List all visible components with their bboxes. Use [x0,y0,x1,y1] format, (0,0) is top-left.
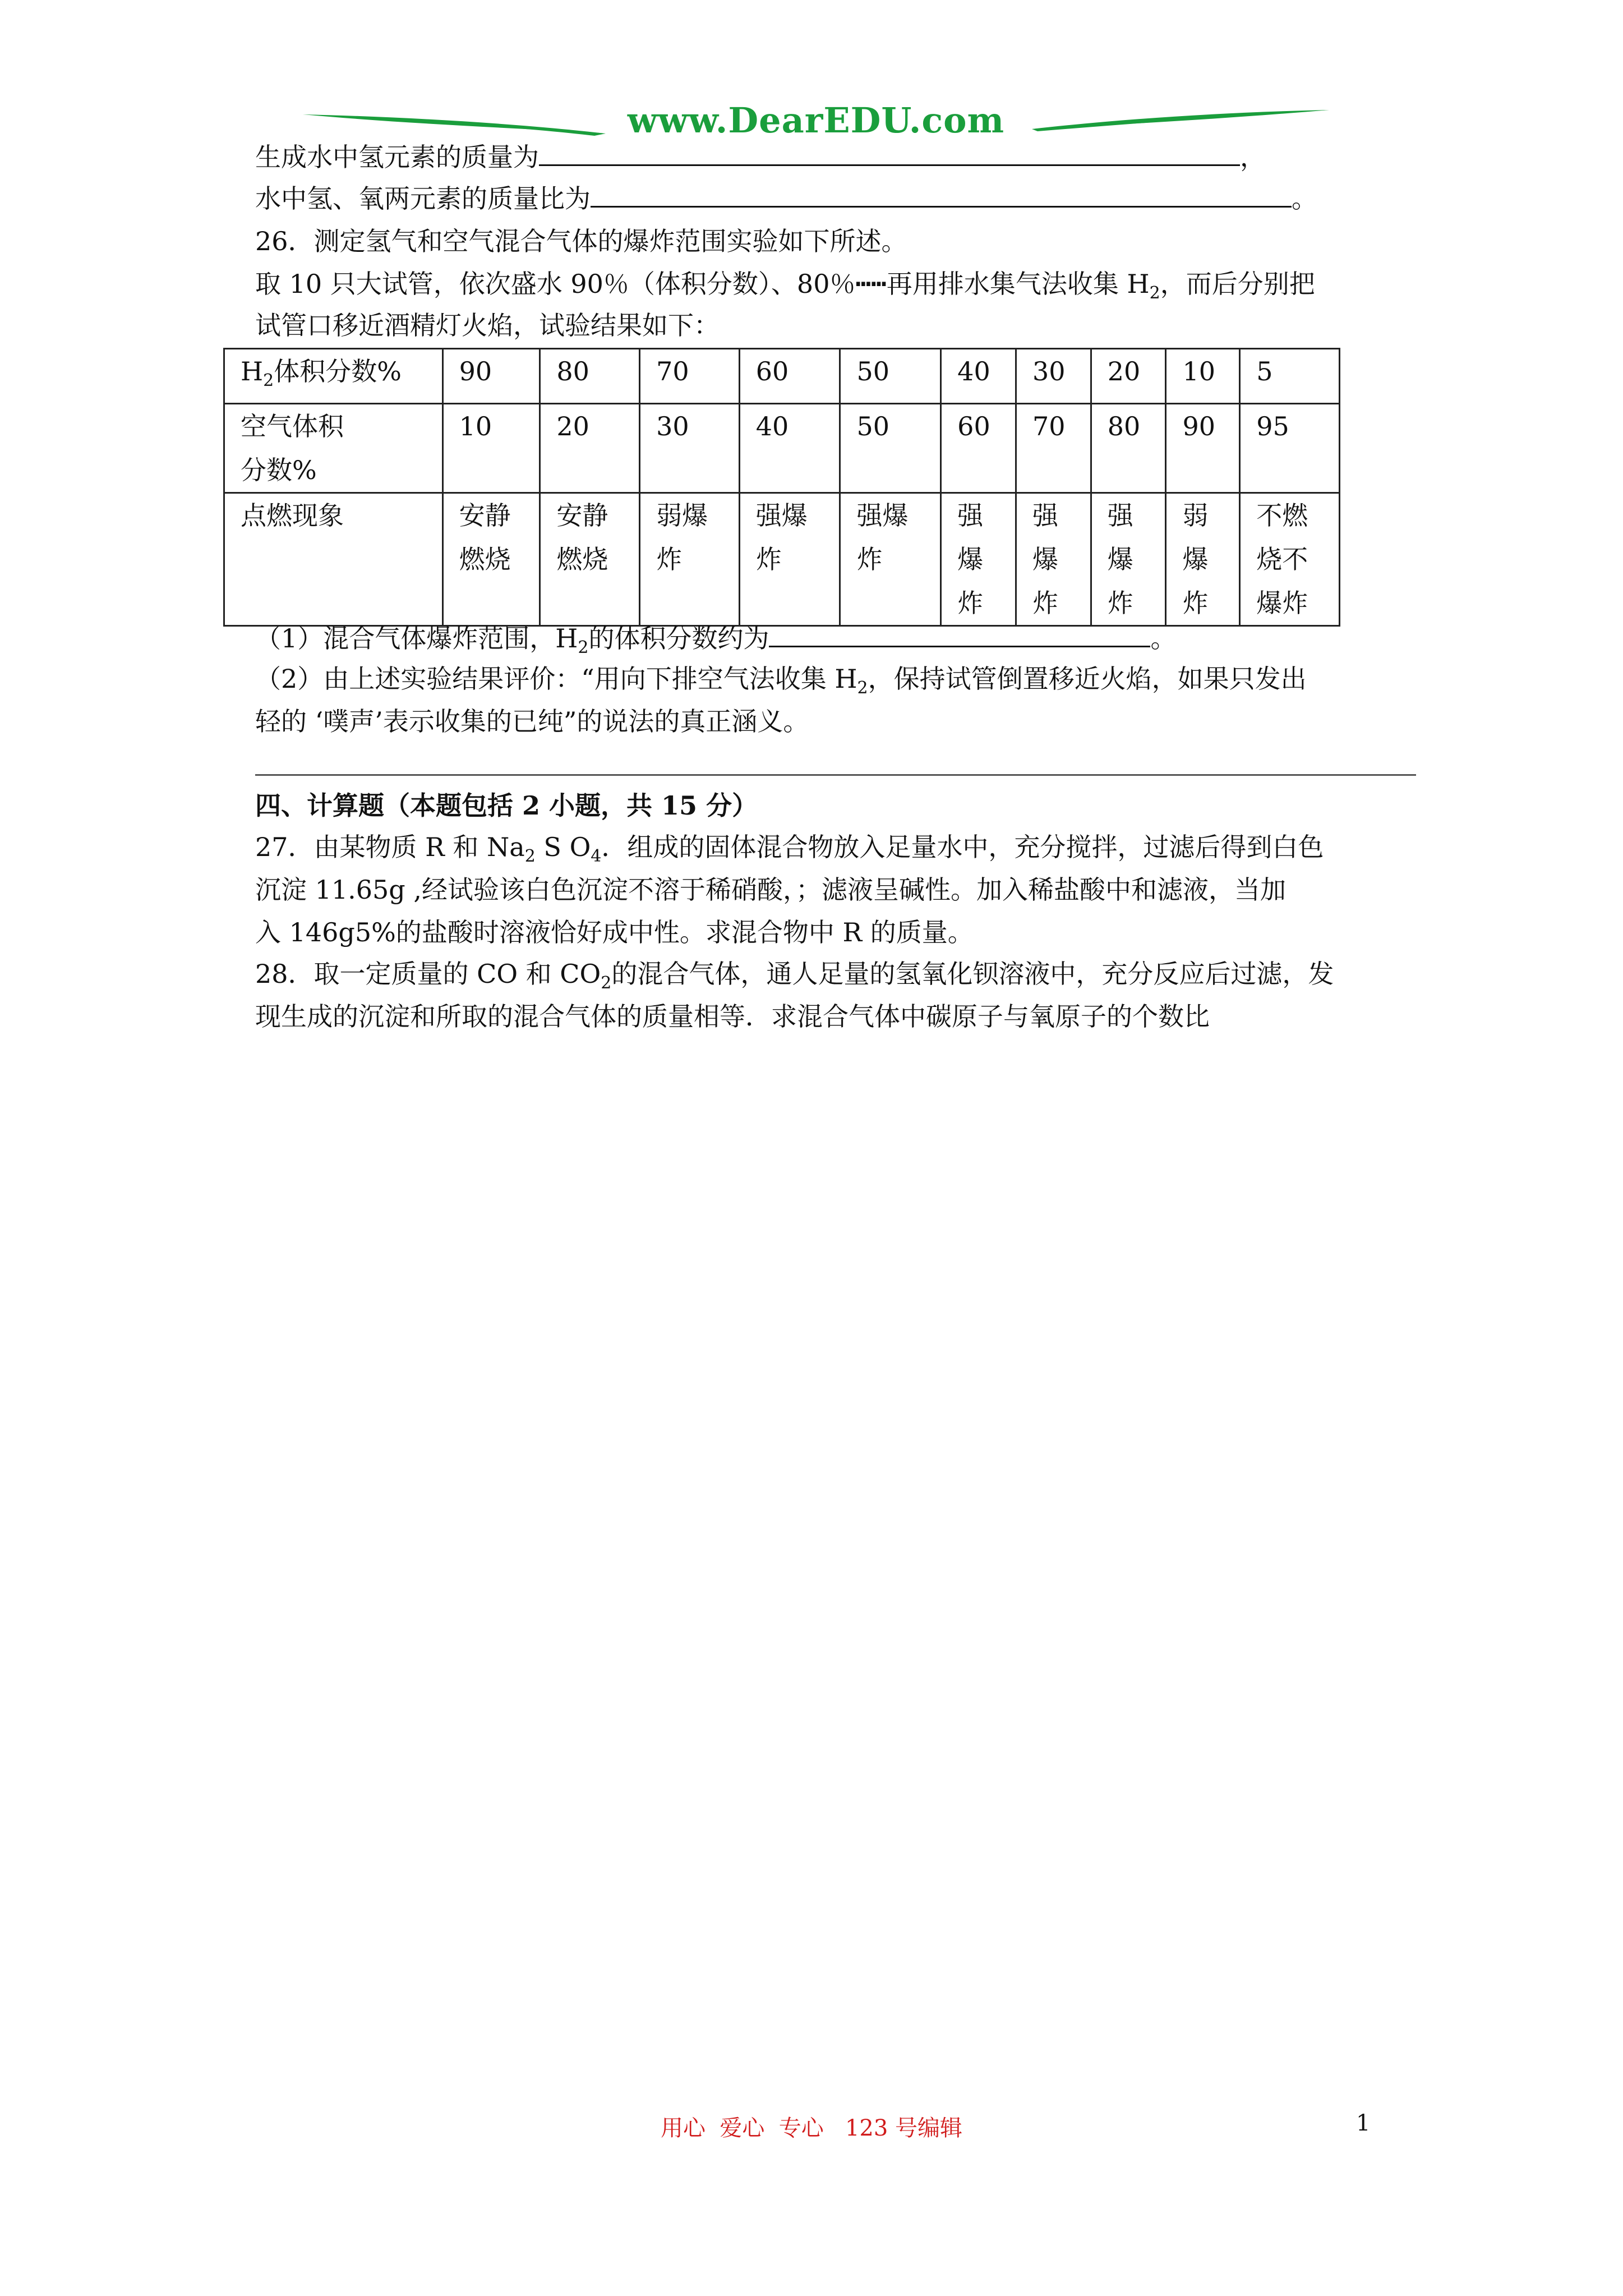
table-cell: 5 [1240,349,1340,404]
table-cell: 40 [739,404,840,493]
fill-blank[interactable] [539,164,1240,166]
question-26-title: 26．测定氢气和空气混合气体的爆炸范围实验如下所述。 [255,226,907,256]
table-row-ignition-result [224,493,1340,626]
table-cell: 强 爆 炸 [1016,493,1091,626]
question-26-text-2: 试管口移近酒精灯火焰，试验结果如下： [255,310,720,341]
table-cell: 不燃 烧不 爆炸 [1240,493,1340,626]
line-text: 水中氢、氧两元素的质量比为 [255,183,591,214]
table-cell: 强 爆 炸 [1091,493,1166,626]
table-cell: 30 [1016,349,1091,404]
table-cell: 20 [540,404,640,493]
table-cell: 90 [1166,404,1240,493]
footer-editor-note: 用心 爱心 专心 123 号编辑 [660,2115,963,2141]
table-cell: 30 [640,404,740,493]
question-28-line-1: 28．取一定质量的 CO 和 $CO_2$的混合气体，通人足量的氢氧化钡溶液中，充分反应后过滤，发 [255,959,1334,993]
table-cell: 强爆 炸 [739,493,840,626]
section-divider [255,774,1416,776]
explosion-range-table [223,348,1340,627]
table-cell: 弱爆 炸 [640,493,740,626]
row-label: 空气体积 分数% [224,404,443,493]
table-cell: 强爆 炸 [840,493,941,626]
table-cell: 90 [442,349,540,404]
table-cell: 50 [840,349,941,404]
answer-line-hydrogen-mass: 生成水中氢元素的质量为 ， [255,142,1266,172]
table-cell: 70 [640,349,740,404]
question-28-line-2: 现生成的沉淀和所取的混合气体的质量相等．求混合气体中碳原子与氧原子的个数比 [255,1001,1210,1032]
table-cell: 60 [739,349,840,404]
table-cell: 弱 爆 炸 [1166,493,1240,626]
table-cell: 80 [540,349,640,404]
question-26-part-2-cont: 轻的 ‘噗声’表示收集的已纯”的说法的真正涵义。 [255,706,809,737]
row-label: $H_2$体积分数% [224,349,443,404]
table-cell: 10 [1166,349,1240,404]
question-26-part-1: （1）混合气体爆炸范围，$H_2$的体积分数约为 。 [255,623,1177,658]
fill-blank[interactable] [769,646,1150,647]
table-row-air-fraction [224,404,1340,493]
line-text: 生成水中氢元素的质量为 [255,142,539,172]
table-cell: 安静 燃烧 [540,493,640,626]
fill-blank[interactable] [591,206,1292,208]
question-26-part-2: （2）由上述实验结果评价：“用向下排空气法收集 $H_2$，保持试管倒置移近火焰，如果只发出 [255,664,1307,698]
question-27-line-1: 27．由某物质 R 和 $Na_2$ S $O_4$．组成的固体混合物放入足量水中，充分搅拌，过滤后得到白色 [255,832,1324,867]
table-cell: 40 [941,349,1016,404]
table-cell: 95 [1240,404,1340,493]
table-cell: 70 [1016,404,1091,493]
page-number: 1 [1356,2110,1371,2136]
table-cell: 强 爆 炸 [941,493,1016,626]
table-cell: 10 [442,404,540,493]
table-cell: 80 [1091,404,1166,493]
row-label: 点燃现象 [224,493,443,626]
question-26-text-1: 取 10 只大试管，依次盛水 90％（体积分数）、80％┅┅再用排水集气法收集 $H_2$，而后分别把 [255,269,1315,303]
section-4-heading: 四、计算题（本题包括 2 小题，共 15 分） [255,790,758,821]
table-cell: 20 [1091,349,1166,404]
table-cell: 50 [840,404,941,493]
question-27-line-2: 沉淀 11.65g ,经试验该白色沉淀不溶于稀硝酸，；滤液呈碱性。加入稀盐酸中和滤液，当加 [255,875,1287,905]
table-cell: 安静 燃烧 [442,493,540,626]
answer-line-mass-ratio: 水中氢、氧两元素的质量比为 。 [255,183,1317,214]
site-logo-text: www.DearEDU.com [627,100,1005,141]
question-27-line-3: 入 146g5%的盐酸时溶液恰好成中性。求混合物中 R 的质量。 [255,917,974,947]
table-row-h2-fraction [224,349,1340,404]
table-cell: 60 [941,404,1016,493]
